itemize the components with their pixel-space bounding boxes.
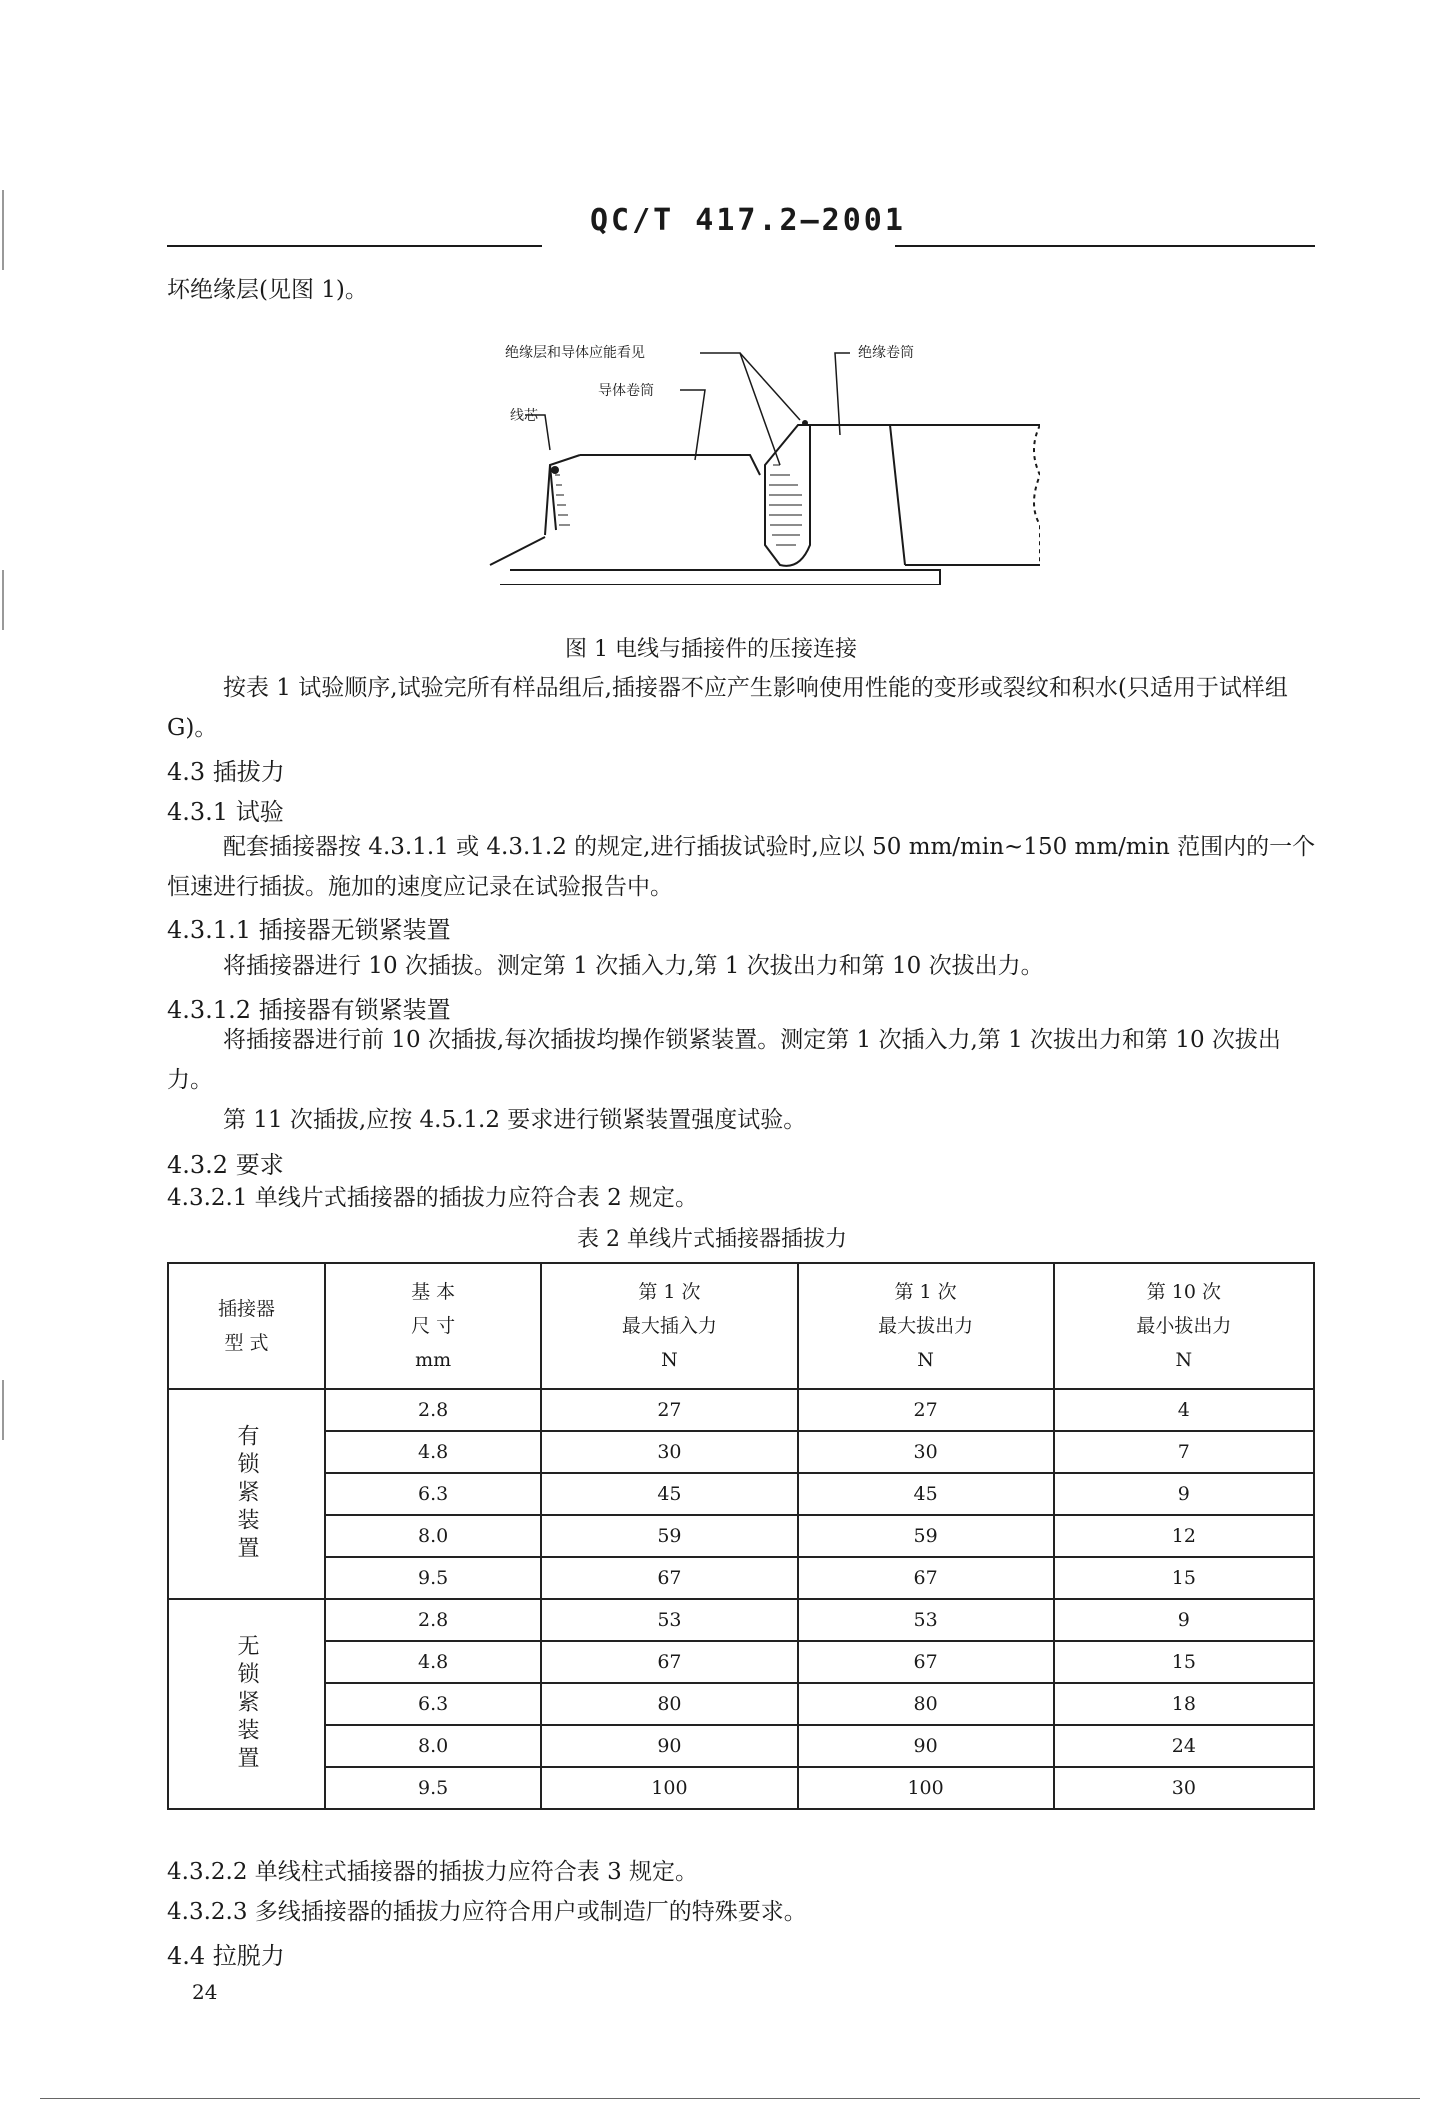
- table-row: [168, 1767, 1314, 1809]
- cell-extract1: 27: [798, 1389, 1054, 1431]
- cell-extract1: 67: [798, 1557, 1054, 1599]
- cell-extract10: 9: [1054, 1473, 1314, 1515]
- section-4-3-2-2-text: 4.3.2.2 单线柱式插接器的插拔力应符合表 3 规定。: [167, 1859, 699, 1885]
- cell-size: 6.3: [325, 1683, 541, 1725]
- header-rule-right: [895, 245, 1315, 247]
- bottom-edge-rule: [40, 2098, 1420, 2099]
- cell-extract10: 12: [1054, 1515, 1314, 1557]
- header-type: 插接器 型 式: [168, 1263, 325, 1389]
- section-4-3-1-2-title: 4.3.1.2 插接器有锁紧装置: [167, 996, 451, 1024]
- page-number: 24: [192, 1980, 218, 2004]
- cell-extract1: 45: [798, 1473, 1054, 1515]
- cell-size: 8.0: [325, 1515, 541, 1557]
- cell-extract10: 15: [1054, 1641, 1314, 1683]
- table-row: [168, 1599, 1314, 1641]
- cell-insert1: 67: [541, 1557, 797, 1599]
- table-caption: 表 2 单线片式插接器插拔力: [577, 1227, 847, 1252]
- cell-insert1: 90: [541, 1725, 797, 1767]
- label-wire-core: 线芯: [510, 408, 538, 424]
- cell-insert1: 80: [541, 1683, 797, 1725]
- cell-extract10: 15: [1054, 1557, 1314, 1599]
- header-rule-left: [167, 245, 542, 247]
- section-4-3-1-1-title: 4.3.1.1 插接器无锁紧装置: [167, 916, 451, 944]
- section-4-3-2-title: 4.3.2 要求: [167, 1151, 284, 1179]
- scan-edge-mark: [2, 1380, 4, 1440]
- section-4-4-title: 4.4 拉脱力: [167, 1942, 285, 1970]
- group-type-locked: 有锁紧装置: [168, 1389, 325, 1599]
- cell-extract10: 30: [1054, 1767, 1314, 1809]
- section-4-3-1-title: 4.3.1 试验: [167, 798, 284, 826]
- pull-force-table: [167, 1262, 1315, 1810]
- cell-extract1: 100: [798, 1767, 1054, 1809]
- cell-extract10: 24: [1054, 1725, 1314, 1767]
- label-conductor-barrel: 导体卷筒: [598, 383, 654, 399]
- cell-extract1: 67: [798, 1641, 1054, 1683]
- cell-size: 2.8: [325, 1599, 541, 1641]
- cell-insert1: 59: [541, 1515, 797, 1557]
- crimp-diagram: [480, 325, 1040, 585]
- header-size: 基 本 尺 寸 mm: [325, 1263, 541, 1389]
- cell-extract10: 18: [1054, 1683, 1314, 1725]
- section-4-3-1-text: 配套插接器按 4.3.1.1 或 4.3.1.2 的规定,进行插拔试验时,应以 50 mm/min~150 mm/min 范围内的一个恒速进行插拔。施加的速度应记录在试验报告中。: [167, 834, 1316, 900]
- cell-insert1: 30: [541, 1431, 797, 1473]
- cell-extract10: 4: [1054, 1389, 1314, 1431]
- cell-insert1: 53: [541, 1599, 797, 1641]
- header-extract1: 第 1 次 最大拔出力 N: [798, 1263, 1054, 1389]
- figure-caption: 图 1 电线与插接件的压接连接: [565, 637, 857, 662]
- cell-extract1: 30: [798, 1431, 1054, 1473]
- section-4-3-2-1-text: 4.3.2.1 单线片式插接器的插拔力应符合表 2 规定。: [167, 1185, 699, 1211]
- cell-size: 2.8: [325, 1389, 541, 1431]
- table-row: [168, 1557, 1314, 1599]
- cell-extract10: 7: [1054, 1431, 1314, 1473]
- table-row: [168, 1683, 1314, 1725]
- header-insert1: 第 1 次 最大插入力 N: [541, 1263, 797, 1389]
- cell-size: 4.8: [325, 1641, 541, 1683]
- cell-size: 4.8: [325, 1431, 541, 1473]
- cell-size: 8.0: [325, 1725, 541, 1767]
- cell-extract10: 9: [1054, 1599, 1314, 1641]
- cell-extract1: 59: [798, 1515, 1054, 1557]
- cell-size: 6.3: [325, 1473, 541, 1515]
- section-4-3-2-3-text: 4.3.2.3 多线插接器的插拔力应符合用户或制造厂的特殊要求。: [167, 1899, 807, 1925]
- intro-text: 坏绝缘层(见图 1)。: [167, 277, 368, 303]
- section-4-3-1-1-text: 将插接器进行 10 次插拔。测定第 1 次插入力,第 1 次拔出力和第 10 次拔出力。: [223, 953, 1044, 979]
- cell-insert1: 67: [541, 1641, 797, 1683]
- cell-extract1: 53: [798, 1599, 1054, 1641]
- scan-edge-mark: [2, 190, 4, 270]
- cell-extract1: 90: [798, 1725, 1054, 1767]
- cell-insert1: 27: [541, 1389, 797, 1431]
- standard-code: QC/T 417.2—2001: [590, 203, 906, 238]
- group-type-unlocked: 无锁紧装置: [168, 1599, 325, 1809]
- cell-extract1: 80: [798, 1683, 1054, 1725]
- table-row: [168, 1389, 1314, 1431]
- header-extract10: 第 10 次 最小拔出力 N: [1054, 1263, 1314, 1389]
- cell-size: 9.5: [325, 1767, 541, 1809]
- table-row: [168, 1473, 1314, 1515]
- label-insulation-conductor-visible: 绝缘层和导体应能看见: [505, 345, 645, 361]
- table-row: [168, 1725, 1314, 1767]
- cell-size: 9.5: [325, 1557, 541, 1599]
- cell-insert1: 45: [541, 1473, 797, 1515]
- scan-edge-mark: [2, 570, 4, 630]
- section-4-3-1-2-text: 将插接器进行前 10 次插拔,每次插拔均操作锁紧装置。测定第 1 次插入力,第 1 次拔出力和第 10 次拔出力。: [167, 1027, 1281, 1093]
- table-row: [168, 1515, 1314, 1557]
- section-4-3-1-2-text2: 第 11 次插拔,应按 4.5.1.2 要求进行锁紧装置强度试验。: [223, 1107, 807, 1133]
- table-row: [168, 1641, 1314, 1683]
- section-4-3-title: 4.3 插拔力: [167, 758, 285, 786]
- test-order-text: 按表 1 试验顺序,试验完所有样品组后,插接器不应产生影响使用性能的变形或裂纹和积水(只适用于试样组 G)。: [167, 675, 1288, 741]
- label-insulation-barrel: 绝缘卷筒: [858, 345, 914, 361]
- table-header-row: [168, 1263, 1314, 1389]
- cell-insert1: 100: [541, 1767, 797, 1809]
- table-row: [168, 1431, 1314, 1473]
